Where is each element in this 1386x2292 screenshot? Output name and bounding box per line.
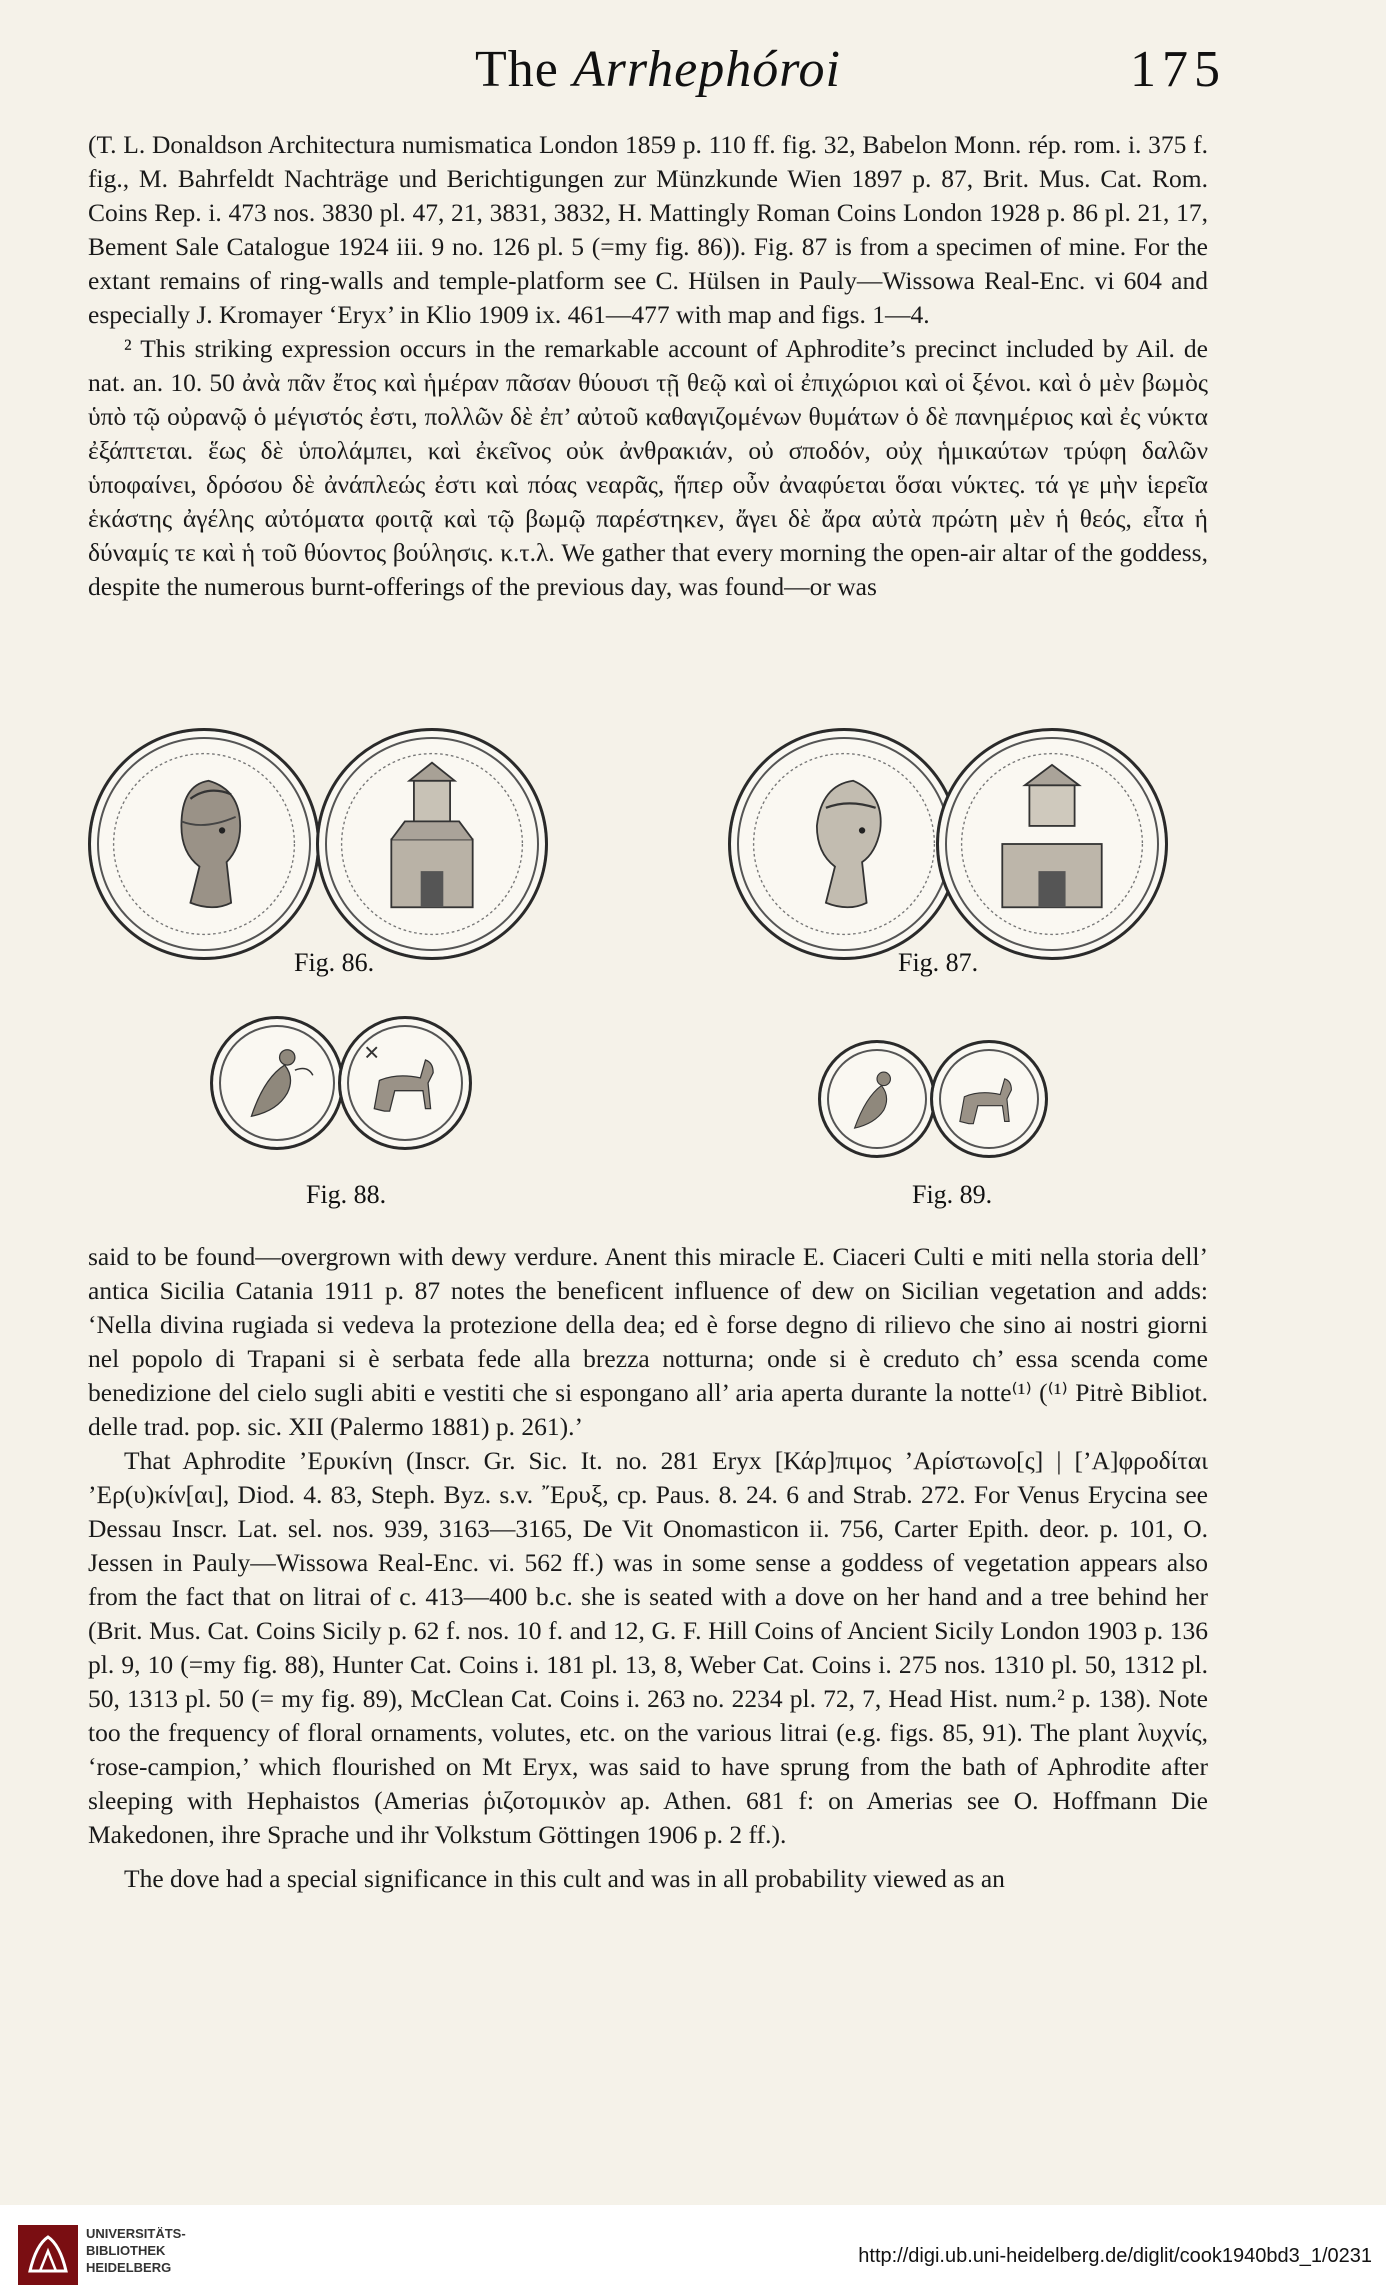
page-number: 175 bbox=[1130, 41, 1226, 98]
source-url-link[interactable]: http://digi.ub.uni-heidelberg.de/diglit/cook1940bd3_1/0231 bbox=[858, 2245, 1372, 2267]
coin-obverse-image bbox=[88, 728, 320, 960]
venus-head-icon bbox=[731, 731, 957, 957]
top-text-block bbox=[88, 128, 1208, 604]
library-logo-icon bbox=[18, 2225, 78, 2285]
dog-icon bbox=[933, 1043, 1045, 1155]
dog-icon bbox=[341, 1019, 469, 1147]
venus-head-icon bbox=[91, 731, 317, 957]
seated-figure-icon bbox=[821, 1043, 933, 1155]
figure-caption: Fig. 87. bbox=[898, 948, 979, 977]
coin-obverse-image bbox=[818, 1040, 936, 1158]
footnote-paragraph: That Aphrodite ’Ερυκίνη (Inscr. Gr. Sic. It. no. 281 Eryx [Κάρ]πιμος ’Αρίστωνο[ς] | [’Α]φροδίται ’Ερ(υ)κίν[αι], Diod. 4. 83, Steph. Byz. s.v. ῎Ερυξ, cp. Paus. 8. 24. 6 and Strab. 272. For Venus Erycina see Dessau Inscr. Lat. sel. nos. 939, 3163—3165, De Vit Onomasticon ii. 756, Carter Epith. deor. p. 101, O. Jessen in Pauly—Wissowa Real-Enc. vi. 562 ff.) was in some sense a goddess of vegetation appears also from the fact that on litrai of c. 413—400 b.c. she is seated with a dove on her hand and a tree behind her (Brit. Mus. Cat. Coins Sicily p. 62 f. nos. 10 f. and 12, G. F. Hill Coins of Ancient Sicily London 1903 p. 136 pl. 9, 10 (=my fig. 88), Hunter Cat. Coins i. 181 pl. 13, 8, Weber Cat. Coins i. 275 nos. 1310 pl. 50, 1312 pl. 50, 1313 pl. 50 (= my fig. 89), McClean Cat. Coins i. 263 no. 2234 pl. 72, 7, Head Hist. num.² p. 138). Note too the frequency of floral ornaments, volutes, etc. on the various litrai (e.g. figs. 85, 91). The plant λυχνίς, ‘rose-campion,’ which flourished on Mt Eryx, was said to have sprung from the bath of Aphrodite after sleeping with Hephaistos (Amerias ῥιζοτομικὸν ap. Athen. 681 f: on Amerias see O. Hoffmann Die Makedonen, ihre Sprache und ihr Volkstum Göttingen 1906 p. 2 ff.). bbox=[88, 1446, 1208, 1849]
figure-88 bbox=[210, 1016, 470, 1156]
coin-reverse-image bbox=[316, 728, 548, 960]
footnote-paragraph: said to be found—overgrown with dewy verdure. Anent this miracle E. Ciaceri Culti e miti nella storia dell’ antica Sicilia Catania 1911 p. 87 notes the beneficent influence of dew on Sicilian vegetation and adds: ‘Nella divina rugiada si vedeva la protezione della dea; ed è forse degno di rilievo che sino ai nostri giorni nel popolo di Trapani si è serbata fede alla brezza notturna; onde si è creduto ch’ essa scenda come benedizione del cielo sugli abiti e vestiti che si espongano all’ aria aperta durante la notte⁽¹⁾ (⁽¹⁾ Pitrè Bibliot. delle trad. pop. sic. XII (Palermo 1881) p. 261).’ bbox=[88, 1242, 1208, 1441]
coin-reverse-image bbox=[936, 728, 1168, 960]
figure-caption: Fig. 86. bbox=[294, 948, 375, 977]
coin-reverse-image bbox=[930, 1040, 1048, 1158]
library-name: UNIVERSITÄTS- BIBLIOTHEK HEIDELBERG bbox=[86, 2226, 186, 2275]
running-title: The Arrhephóroi bbox=[475, 41, 841, 98]
coin-obverse-image bbox=[210, 1016, 344, 1150]
temple-icon bbox=[939, 731, 1165, 957]
library-footer bbox=[0, 2205, 1386, 2292]
figure-89 bbox=[818, 1040, 1078, 1160]
temple-icon bbox=[319, 731, 545, 957]
figure-86 bbox=[88, 728, 568, 968]
bottom-text-block bbox=[88, 1240, 1208, 1896]
figure-caption: Fig. 89. bbox=[912, 1180, 993, 1209]
page-header bbox=[90, 40, 1226, 110]
coin-obverse-image bbox=[728, 728, 960, 960]
figure-caption: Fig. 88. bbox=[306, 1180, 387, 1209]
body-paragraph: The dove had a special significance in this cult and was in all probability viewed as an bbox=[124, 1864, 1005, 1893]
seated-figure-icon bbox=[213, 1019, 341, 1147]
footnote-paragraph: (T. L. Donaldson Architectura numismatica London 1859 p. 110 ff. fig. 32, Babelon Monn. rép. rom. i. 375 f. fig., M. Bahrfeldt Nachträge und Berichtigungen zur Münzkunde Wien 1897 p. 87, Brit. Mus. Cat. Rom. Coins Rep. i. 473 nos. 3830 pl. 47, 21, 3831, 3832, H. Mattingly Roman Coins London 1928 p. 86 pl. 21, 17, Bement Sale Catalogue 1924 iii. 9 no. 126 pl. 5 (=my fig. 86)). Fig. 87 is from a specimen of mine. For the extant remains of ring-walls and temple-platform see C. Hülsen in Pauly—Wissowa Real-Enc. vi 604 and especially J. Kromayer ‘Eryx’ in Klio 1909 ix. 461—477 with map and figs. 1—4. bbox=[88, 130, 1208, 329]
footnote-paragraph: ² This striking expression occurs in the remarkable account of Aphrodite’s precinct included by Ail. de nat. an. 10. 50 ἀνὰ πᾶν ἔτος καὶ ἡμέραν πᾶσαν θύουσι τῇ θεῷ καὶ οἱ ἐπιχώριοι καὶ οἱ ξένοι. καὶ ὁ μὲν βωμὸς ὑπὸ τῷ οὐρανῷ ὁ μέγιστός ἐστι, πολλῶν δὲ ἐπ’ αὐτοῦ καθαγιζομένων θυμάτων ὁ δὲ πανημέριος καὶ ἐς νύκτα ἐξάπτεται. ἕως δὲ ὑπολάμπει, καὶ ἐκεῖνος οὐκ ἀνθρακιάν, οὐ σποδόν, οὐχ ἡμικαύτων τρύφη δαλῶν ὑποφαίνει, δρόσου δὲ ἀνάπλεώς ἐστι καὶ πόας νεαρᾶς, ἥπερ οὖν ἀναφύεται ὅσαι νύκτες. τά γε μὴν ἱερεῖα ἑκάστης ἀγέλης αὐτόματα φοιτᾷ καὶ τῷ βωμῷ παρέστηκεν, ἄγει δὲ ἄρα αὐτὰ πρώτη μὲν ἡ θεός, εἶτα ἡ δύναμίς τε καὶ ἡ τοῦ θύοντος βούλησις. κ.τ.λ. We gather that every morning the open-air altar of the goddess, despite the numerous burnt-offerings of the previous day, was found—or was bbox=[88, 334, 1208, 601]
coin-reverse-image bbox=[338, 1016, 472, 1150]
figure-87 bbox=[728, 728, 1208, 968]
